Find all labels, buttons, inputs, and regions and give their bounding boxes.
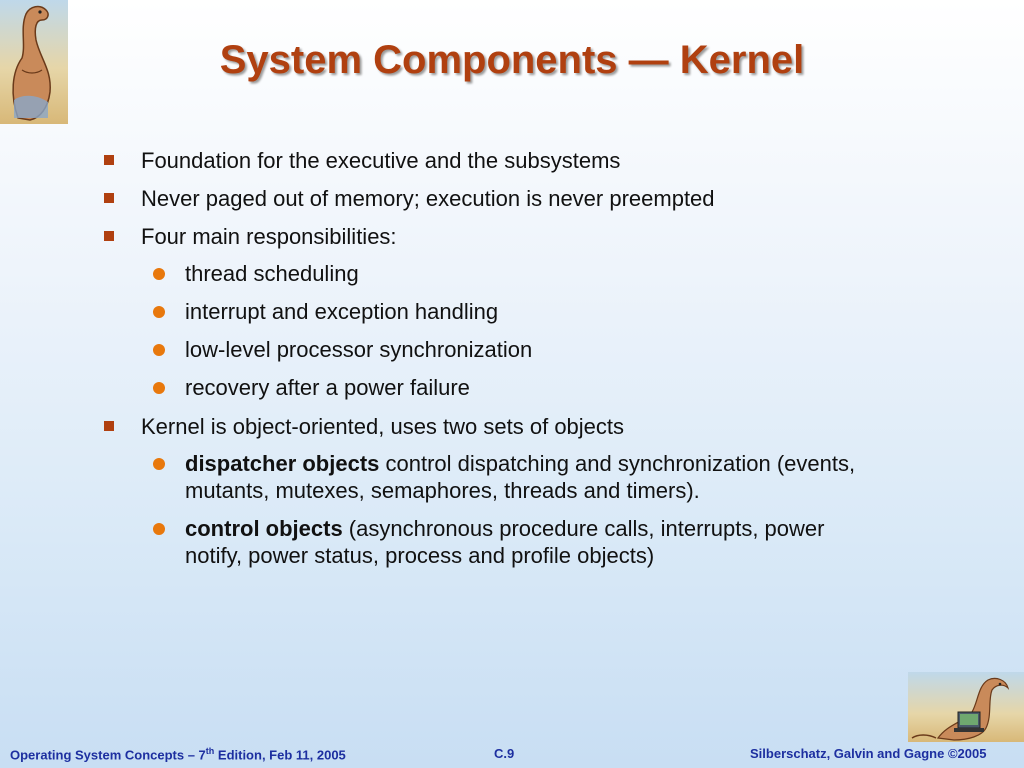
bullet-text: Foundation for the executive and the subsystems xyxy=(141,148,621,173)
sub-bullet-text: thread scheduling xyxy=(185,261,359,286)
round-bullet-icon xyxy=(153,382,165,394)
bullet-item xyxy=(104,412,884,441)
footer-course-title-prefix: Operating System Concepts – 7 xyxy=(10,747,206,763)
sub-bullet-item xyxy=(185,515,884,569)
round-bullet-icon xyxy=(153,344,165,356)
sub-bullet-item xyxy=(185,374,884,401)
sub-bullet-text: low-level processor synchronization xyxy=(185,337,533,362)
round-bullet-icon xyxy=(153,523,165,535)
bullet-text: Never paged out of memory; execution is never preempted xyxy=(141,186,715,211)
sub-bullet-text: recovery after a power failure xyxy=(185,375,470,400)
sub-bullet-item xyxy=(185,450,884,504)
bullet-item xyxy=(104,222,884,251)
sub-bullet-text: interrupt and exception handling xyxy=(185,299,499,324)
bullet-text: Kernel is object-oriented, uses two sets of objects xyxy=(141,414,625,439)
dinosaur-laptop-icon xyxy=(908,672,1024,742)
round-bullet-icon xyxy=(153,458,165,470)
square-bullet-icon xyxy=(104,231,114,241)
sub-bullet-item xyxy=(185,298,884,325)
slide-content xyxy=(104,146,884,580)
footer-course-title xyxy=(10,746,346,762)
bullet-item xyxy=(104,184,884,213)
footer-course-title-sup: th xyxy=(205,746,215,756)
object-set-name: control objects xyxy=(185,516,343,541)
square-bullet-icon xyxy=(104,421,114,431)
object-set-description: control dispatching and synchronization (events, mutants, mutexes, semaphores, threads and timers). xyxy=(185,451,856,503)
footer-copyright: Silberschatz, Galvin and Gagne ©2005 xyxy=(750,746,987,761)
object-set-description: (asynchronous procedure calls, interrupts, power notify, power status, process and profile objects) xyxy=(185,516,825,568)
footer-course-title-suffix: Edition, Feb 11, 2005 xyxy=(214,747,346,763)
bullet-text: Four main responsibilities: xyxy=(141,224,397,249)
footer-slide-number: C.9 xyxy=(494,746,515,761)
round-bullet-icon xyxy=(153,306,165,318)
round-bullet-icon xyxy=(153,268,165,280)
square-bullet-icon xyxy=(104,155,114,165)
sub-bullet-item xyxy=(185,260,884,287)
sub-bullet-item xyxy=(185,336,884,363)
square-bullet-icon xyxy=(104,193,114,203)
bullet-item xyxy=(104,146,884,175)
slide-title: System Components — Kernel xyxy=(219,38,805,82)
object-set-name: dispatcher objects xyxy=(185,451,380,476)
